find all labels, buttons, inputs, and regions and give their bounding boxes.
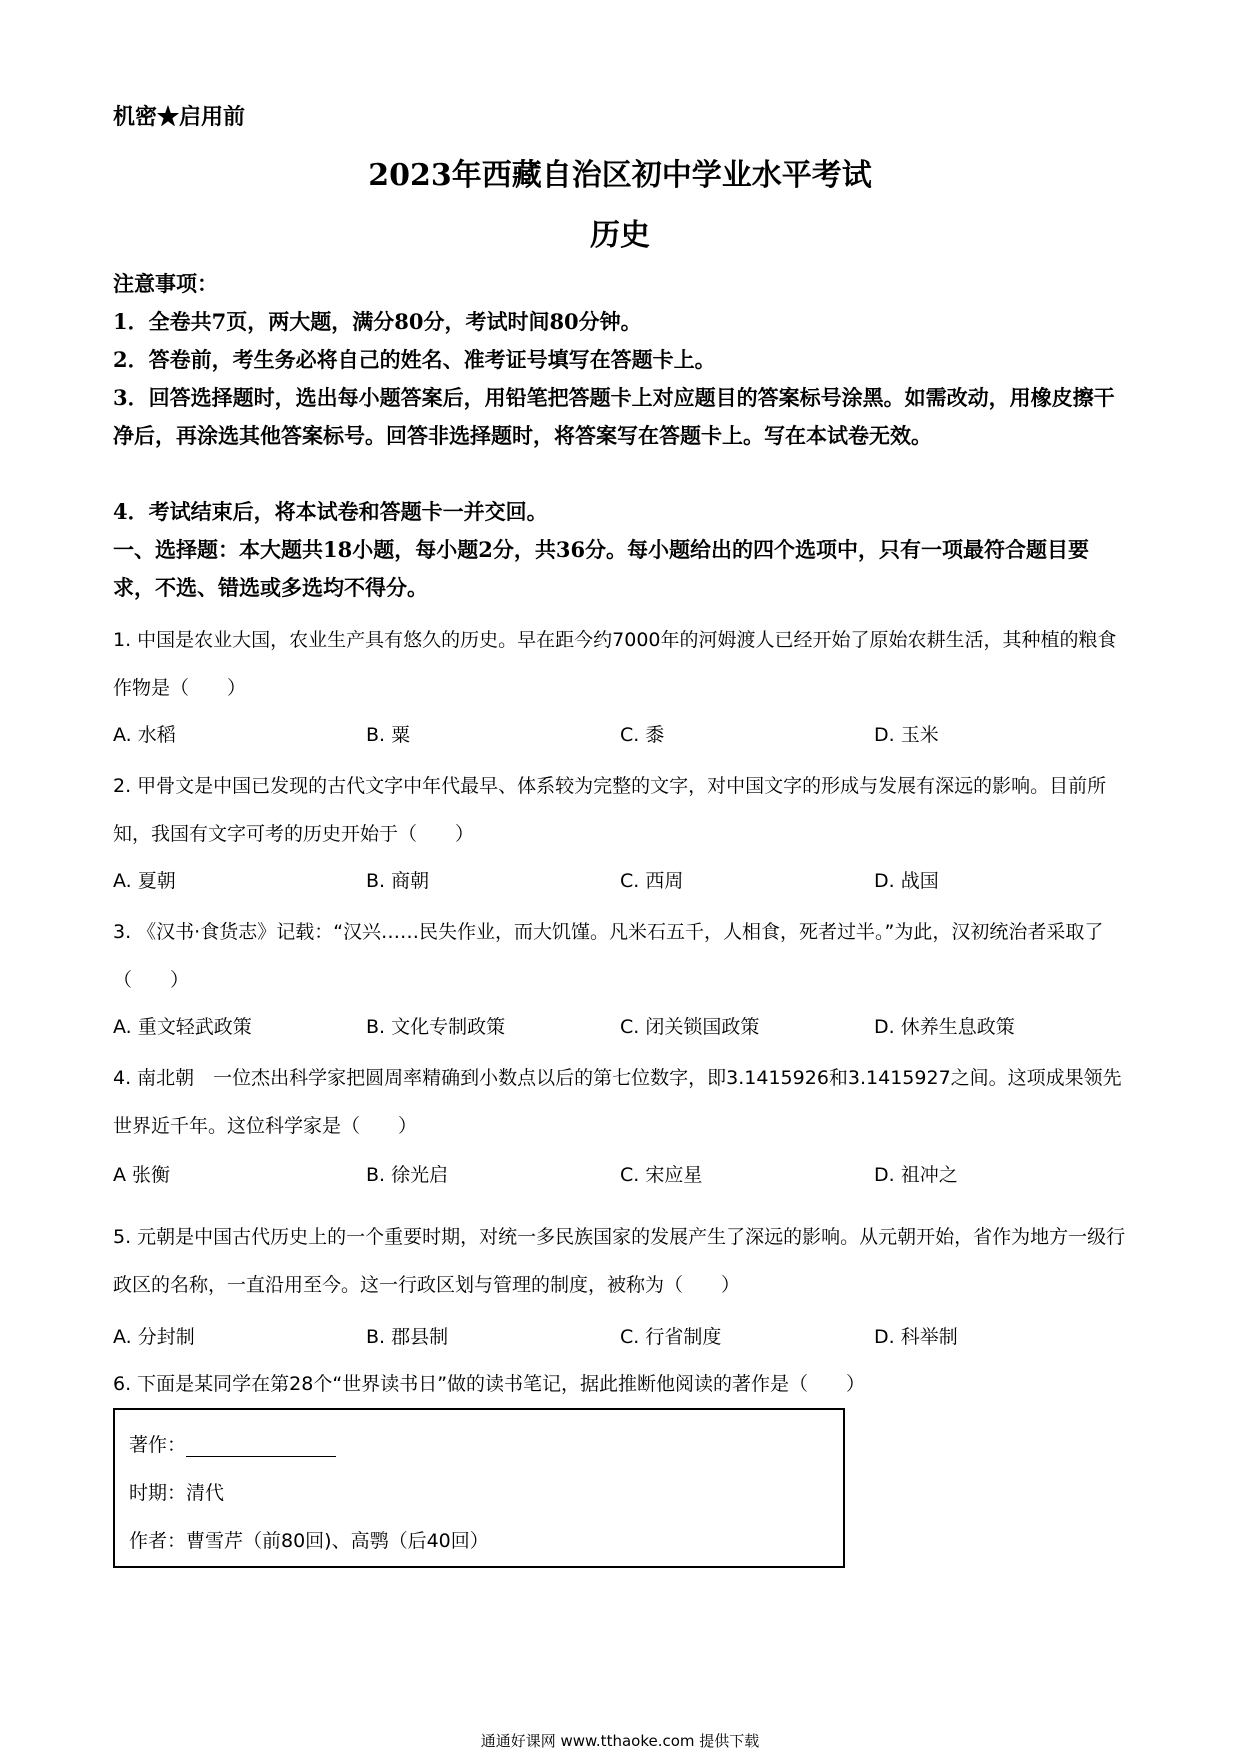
page-footer: 通通好课网 www.tthaoke.com 提供下载 bbox=[480, 1732, 760, 1750]
confidential-label: 机密★启用前 bbox=[113, 104, 246, 130]
note-item: 3．回答选择题时，选出每小题答案后，用铅笔把答题卡上对应题目的答案标号涂黑。如需改动，用橡皮擦干净后，再涂选其他答案标号。回答非选择题时，将答案写在答题卡上。写在本试卷无效。 bbox=[113, 385, 1115, 448]
question-text: 1. 中国是农业大国，农业生产具有悠久的历史。早在距今约7000年的河姆渡人已经开始了原始农耕生活，其种植的粮食作物是（ ） bbox=[113, 629, 1117, 699]
option: C. 行省制度 bbox=[620, 1326, 722, 1348]
subject-title: 历史 bbox=[590, 218, 650, 253]
note-item: 4．考试结束后，将本试卷和答题卡一并交回。 bbox=[113, 499, 548, 524]
note-item: 1．全卷共7页，两大题，满分80分，考试时间80分钟。 bbox=[113, 309, 642, 334]
option: C. 黍 bbox=[620, 724, 665, 746]
option: B. 郡县制 bbox=[366, 1326, 449, 1348]
option: B. 粟 bbox=[366, 724, 411, 746]
question-text: 5. 元朝是中国古代历史上的一个重要时期，对统一多民族国家的发展产生了深远的影响。从元朝开始，省作为地方一级行政区的名称，一直沿用至今。这一行政区划与管理的制度，被称为（ ） bbox=[113, 1226, 1126, 1296]
reading-note-box bbox=[113, 1408, 845, 1568]
exam-title: 2023年西藏自治区初中学业水平考试 bbox=[368, 158, 872, 193]
option: C. 宋应星 bbox=[620, 1164, 703, 1186]
question-text: 2. 甲骨文是中国已发现的古代文字中年代最早、体系较为完整的文字，对中国文字的形成与发展有深远的影响。目前所知，我国有文字可考的历史开始于（ ） bbox=[113, 775, 1107, 845]
box-line-author: 作者：曹雪芹（前80回)、高鹗（后40回） bbox=[129, 1530, 489, 1552]
option: A. 分封制 bbox=[113, 1326, 195, 1348]
option: C. 西周 bbox=[620, 870, 684, 892]
note-item: 2．答卷前，考生务必将自己的姓名、准考证号填写在答题卡上。 bbox=[113, 347, 716, 372]
box-label-work: 著作： bbox=[129, 1434, 187, 1456]
box-line-work bbox=[129, 1430, 336, 1457]
answer-blank bbox=[186, 1438, 336, 1457]
option: C. 闭关锁国政策 bbox=[620, 1016, 760, 1038]
option: D. 祖冲之 bbox=[874, 1164, 958, 1186]
option: A. 重文轻武政策 bbox=[113, 1016, 252, 1038]
box-line-period: 时期：清代 bbox=[129, 1482, 225, 1504]
option: D. 科举制 bbox=[874, 1326, 958, 1348]
option: A. 夏朝 bbox=[113, 870, 176, 892]
section-heading: 一、选择题：本大题共18小题，每小题2分，共36分。每小题给出的四个选项中，只有一项最符合题目要求，不选、错选或多选均不得分。 bbox=[113, 537, 1090, 600]
option: B. 文化专制政策 bbox=[366, 1016, 506, 1038]
option: A. 水稻 bbox=[113, 724, 176, 746]
question-text: 4. 南北朝 一位杰出科学家把圆周率精确到小数点以后的第七位数字，即3.1415926和3.1415927之间。这项成果领先世界近千年。这位科学家是（ ） bbox=[113, 1067, 1122, 1137]
question-text: 6. 下面是某同学在第28个“世界读书日”做的读书笔记，据此推断他阅读的著作是（ ） bbox=[113, 1373, 866, 1395]
notes-heading: 注意事项： bbox=[113, 271, 218, 296]
option: B. 徐光启 bbox=[366, 1164, 449, 1186]
option: D. 玉米 bbox=[874, 724, 939, 746]
option: A 张衡 bbox=[113, 1164, 171, 1186]
option: B. 商朝 bbox=[366, 870, 430, 892]
option: D. 战国 bbox=[874, 870, 939, 892]
option: D. 休养生息政策 bbox=[874, 1016, 1015, 1038]
question-text: 3. 《汉书·食货志》记载：“汉兴……民失作业，而大饥馑。凡米石五千，人相食，死者过半。”为此，汉初统治者采取了（ ） bbox=[113, 921, 1104, 991]
